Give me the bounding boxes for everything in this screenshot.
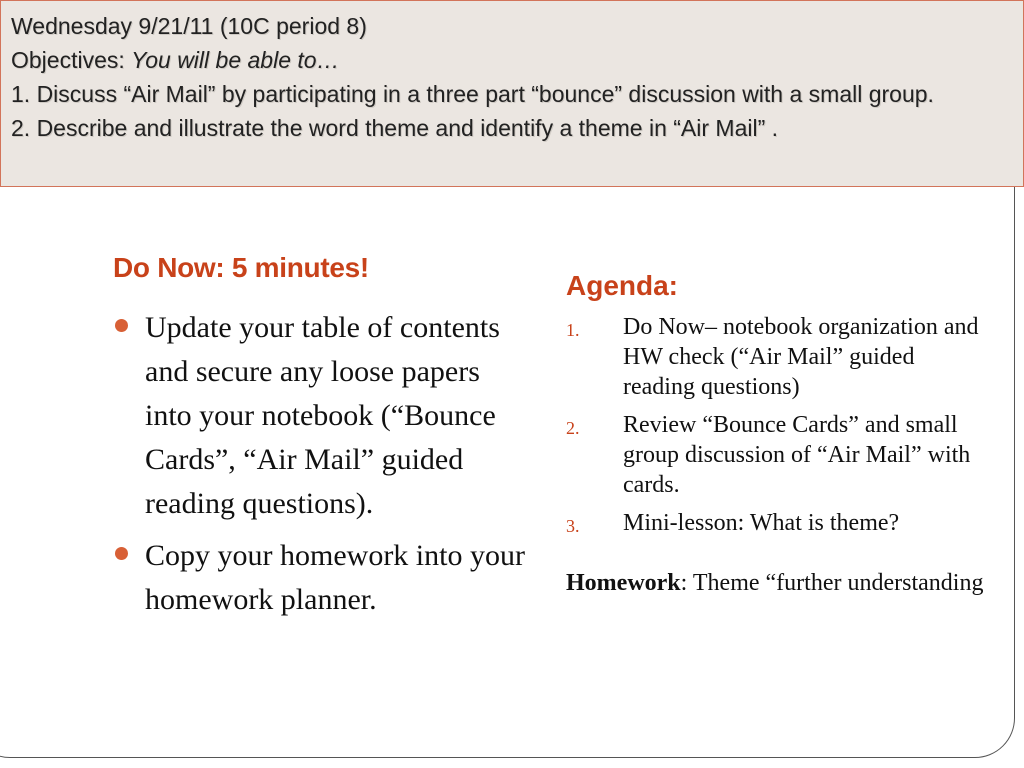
list-item-text: Mini-lesson: What is theme? (623, 510, 900, 536)
list-item-text: Do Now– notebook organization and HW check (“Air Mail” guided reading questions) (623, 314, 979, 400)
homework-text: : Theme “further understanding (680, 570, 984, 596)
bullet-icon (115, 547, 128, 560)
list-item (566, 312, 986, 402)
do-now-list (113, 306, 533, 622)
list-number: 3. (566, 516, 580, 536)
homework-label: Homework (566, 570, 681, 596)
date-line: Wednesday 9/21/11 (10C period 8) (11, 13, 367, 39)
homework-line (566, 568, 986, 598)
list-item-text: Update your table of contents and secure any loose papers into your notebook (“Bounce Cards”, “Air Mail” guided reading questions). (145, 311, 500, 520)
do-now-title: Do Now: 5 minutes! (113, 252, 369, 283)
list-item-text: Copy your homework into your homework planner. (145, 539, 525, 616)
list-item (566, 508, 986, 538)
list-number: 1. (566, 320, 580, 340)
objective-1: 1. Discuss “Air Mail” by participating in a three part “bounce” discussion with a small group. (11, 81, 934, 107)
agenda-title: Agenda: (566, 270, 678, 301)
do-now-section (113, 248, 533, 630)
agenda-list (566, 312, 986, 538)
agenda-section (566, 266, 986, 598)
list-item (113, 306, 533, 526)
list-item (113, 534, 533, 622)
list-item (566, 410, 986, 500)
bullet-icon (115, 319, 128, 332)
objectives-label: Objectives: (11, 47, 125, 73)
objectives-header (0, 0, 1024, 187)
objective-2: 2. Describe and illustrate the word theme and identify a theme in “Air Mail” . (11, 115, 779, 141)
list-item-text: Review “Bounce Cards” and small group discussion of “Air Mail” with cards. (623, 412, 971, 498)
objectives-intro: You will be able to… (131, 47, 340, 73)
objectives-line (11, 43, 1013, 77)
list-number: 2. (566, 418, 580, 438)
